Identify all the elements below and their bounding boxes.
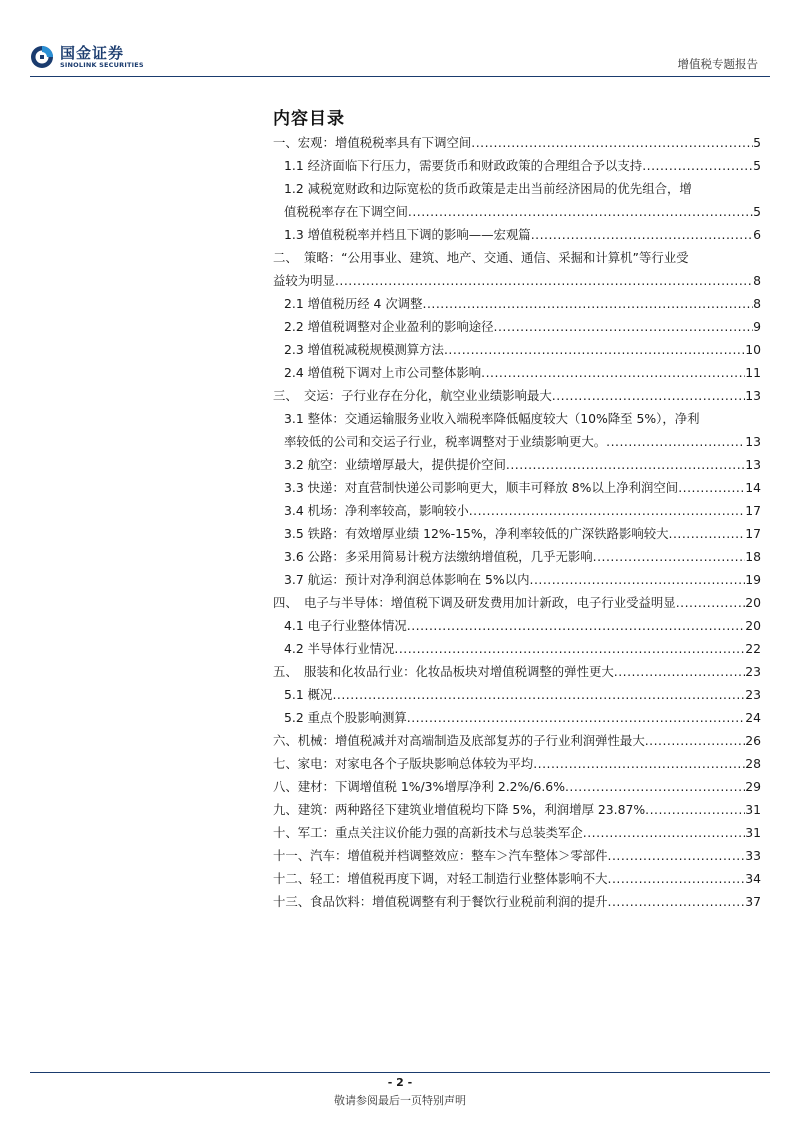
toc-page-number: 10 (745, 342, 761, 357)
footer-divider (30, 1072, 770, 1073)
toc-dot-leader (444, 338, 745, 361)
toc-entry[interactable] (273, 292, 761, 315)
toc-entry-title: 2.2 增值税调整对企业盈利的影响途径 (284, 319, 494, 334)
toc-entry[interactable] (273, 798, 761, 821)
toc-entry-title: 九、建筑：两种路径下建筑业增值税均下降 5%，利润增厚 23.87% (273, 802, 646, 817)
toc-dot-leader (394, 637, 745, 660)
toc-entry[interactable] (273, 545, 761, 568)
toc-dot-leader (552, 384, 745, 407)
page-number: - 2 - (387, 1076, 413, 1089)
page-header (0, 0, 800, 80)
toc-entry-title: 2.1 增值税历经 4 次调整 (284, 296, 423, 311)
toc-entry-title: 五、 服装和化妆品行业：化妆品板块对增值税调整的弹性更大 (273, 664, 614, 679)
toc-entry[interactable] (273, 660, 761, 683)
toc-page-number: 23 (745, 664, 761, 679)
toc-dot-leader (469, 499, 745, 522)
toc-page-number: 5 (753, 158, 761, 173)
toc-dot-leader (676, 591, 746, 614)
toc-entry-title: 3.7 航运：预计对净利润总体影响在 5%以内 (284, 572, 530, 587)
toc-entry-title: 3.5 铁路：有效增厚业绩 12%-15%，净利率较低的广深铁路影响较大 (284, 526, 669, 541)
toc-dot-leader (494, 315, 754, 338)
toc-page-number: 17 (745, 503, 761, 518)
toc-entry-title: 三、 交运：子行业存在分化，航空业业绩影响最大 (273, 388, 552, 403)
toc-page-number: 19 (745, 572, 761, 587)
toc-entry[interactable] (273, 637, 761, 660)
toc-entry-title-line1: 3.1 整体：交通运输服务业收入端税率降低幅度较大（10%降至 5%），净利 (284, 411, 700, 426)
toc-page-number: 20 (745, 618, 761, 633)
logo-english-name: SINOLINK SECURITIES (60, 61, 144, 69)
toc-dot-leader (583, 821, 745, 844)
toc-entry-title: 2.3 增值税减税规模测算方法 (284, 342, 444, 357)
toc-entry-title-line1: 1.2 减税宽财政和边际宽松的货币政策是走出当前经济困局的优先组合，增 (284, 181, 692, 196)
toc-page-number: 26 (745, 733, 761, 748)
toc-dot-leader (533, 752, 745, 775)
toc-entry-title-line1: 二、 策略：“公用事业、建筑、地产、交通、通信、采掘和计算机”等行业受 (273, 250, 689, 265)
toc-entry[interactable] (273, 775, 761, 798)
toc-dot-leader (565, 775, 745, 798)
toc-entry[interactable] (273, 453, 761, 476)
toc-entry-title: 六、机械：增值税减并对高端制造及底部复苏的子行业利润弹性最大 (273, 733, 645, 748)
toc-entry-title: 5.2 重点个股影响测算 (284, 710, 407, 725)
toc-dot-leader (608, 867, 746, 890)
toc-dot-leader (642, 154, 753, 177)
disclaimer-note: 敬请参阅最后一页特别声明 (334, 1094, 466, 1107)
toc-entry-title: 4.2 半导体行业情况 (284, 641, 395, 656)
toc-dot-leader (423, 292, 754, 315)
toc-dot-leader (471, 131, 753, 154)
toc-title: 内容目录 (273, 109, 345, 129)
toc-dot-leader (606, 430, 745, 453)
toc-page-number: 37 (745, 894, 761, 909)
toc-dot-leader (645, 729, 746, 752)
toc-page-number: 23 (745, 687, 761, 702)
toc-dot-leader (614, 660, 745, 683)
toc-entry[interactable] (273, 338, 761, 361)
toc-dot-leader (407, 614, 745, 637)
toc-entry-title: 5.1 概况 (284, 687, 333, 702)
toc-entry[interactable] (273, 522, 761, 545)
toc-entry-title: 1.3 增值税税率并档且下调的影响——宏观篇 (284, 227, 531, 242)
toc-entry[interactable] (273, 361, 761, 384)
toc-entry-title: 七、家电：对家电各个子版块影响总体较为平均 (273, 756, 534, 771)
toc-entry[interactable] (273, 154, 761, 177)
toc-entry[interactable] (273, 223, 761, 246)
toc-entry[interactable] (273, 844, 761, 867)
toc-entry-title: 一、宏观：增值税税率具有下调空间 (273, 135, 472, 150)
toc-dot-leader (531, 223, 753, 246)
toc-dot-leader (408, 200, 753, 223)
toc-page-number: 5 (753, 204, 761, 219)
header-divider (30, 76, 770, 77)
toc-dot-leader (669, 522, 746, 545)
toc-page-number: 11 (745, 365, 761, 380)
sinolink-logo-icon (30, 45, 54, 69)
toc-entry[interactable] (273, 177, 761, 223)
toc-entry-title: 3.6 公路：多采用简易计税方法缴纳增值税，几乎无影响 (284, 549, 593, 564)
toc-entry-title: 四、 电子与半导体：增值税下调及研发费用加计新政，电子行业受益明显 (273, 595, 676, 610)
toc-page-number: 13 (745, 388, 761, 403)
toc-entry[interactable] (273, 476, 761, 499)
toc-dot-leader (481, 361, 745, 384)
report-title: 增值税专题报告 (677, 57, 758, 71)
toc-page-number: 29 (745, 779, 761, 794)
toc-entry-title: 4.1 电子行业整体情况 (284, 618, 407, 633)
toc-dot-leader (645, 798, 745, 821)
toc-dot-leader (608, 890, 746, 913)
toc-page-number: 20 (745, 595, 761, 610)
toc-entry[interactable] (273, 591, 761, 614)
toc-entry-title: 值税税率存在下调空间 (284, 204, 408, 219)
toc-entry-title: 益较为明显 (273, 273, 335, 288)
toc-page-number: 28 (745, 756, 761, 771)
toc-page-number: 13 (745, 434, 761, 449)
toc-dot-leader (530, 568, 746, 591)
toc-entry-title: 3.3 快递：对直营制快递公司影响更大，顺丰可释放 8%以上净利润空间 (284, 480, 679, 495)
toc-entry-title: 十三、食品饮料：增值税调整有利于餐饮行业税前利润的提升 (273, 894, 608, 909)
sinolink-logo (30, 45, 144, 69)
toc-page-number: 17 (745, 526, 761, 541)
toc-entry-title: 2.4 增值税下调对上市公司整体影响 (284, 365, 482, 380)
toc-dot-leader (407, 706, 745, 729)
toc-page-number: 8 (753, 273, 761, 288)
toc-page-number: 33 (745, 848, 761, 863)
toc-entry[interactable] (273, 131, 761, 154)
toc-dot-leader (506, 453, 745, 476)
toc-entry[interactable] (273, 614, 761, 637)
toc-entry-title: 1.1 经济面临下行压力，需要货币和财政政策的合理组合予以支持 (284, 158, 643, 173)
toc-dot-leader (608, 844, 746, 867)
toc-entry[interactable] (273, 246, 761, 292)
toc-dot-leader (593, 545, 746, 568)
toc-entry[interactable] (273, 384, 761, 407)
toc-entry[interactable] (273, 821, 761, 844)
toc-page-number: 5 (753, 135, 761, 150)
toc-entry[interactable] (273, 499, 761, 522)
toc-page-number: 8 (753, 296, 761, 311)
toc-entry[interactable] (273, 752, 761, 775)
toc-entry[interactable] (273, 867, 761, 890)
toc-entry[interactable] (273, 890, 761, 913)
toc-entry-title: 八、建材：下调增值税 1%/3%增厚净利 2.2%/6.6% (273, 779, 565, 794)
toc-page-number: 22 (745, 641, 761, 656)
toc-page-number: 14 (745, 480, 761, 495)
toc-entry[interactable] (273, 683, 761, 706)
toc-entry-title: 十二、轻工：增值税再度下调，对轻工制造行业整体影响不大 (273, 871, 608, 886)
toc-entry[interactable] (273, 407, 761, 453)
logo-chinese-name: 国金证券 (60, 44, 125, 62)
toc-page-number: 34 (745, 871, 761, 886)
table-of-contents (273, 131, 761, 913)
toc-page-number: 31 (745, 802, 761, 817)
toc-entry[interactable] (273, 706, 761, 729)
toc-page-number: 6 (753, 227, 761, 242)
toc-entry[interactable] (273, 568, 761, 591)
toc-dot-leader (678, 476, 745, 499)
toc-entry-title: 3.4 机场：净利率较高，影响较小 (284, 503, 469, 518)
toc-dot-leader (335, 269, 753, 292)
toc-dot-leader (332, 683, 745, 706)
toc-page-number: 18 (745, 549, 761, 564)
toc-entry-title: 3.2 航空：业绩增厚最大，提供提价空间 (284, 457, 506, 472)
toc-entry[interactable] (273, 729, 761, 752)
toc-page-number: 31 (745, 825, 761, 840)
toc-entry-title: 率较低的公司和交运子行业，税率调整对于业绩影响更大。 (284, 434, 607, 449)
toc-entry-title: 十、军工：重点关注议价能力强的高新技术与总装类军企 (273, 825, 583, 840)
toc-page-number: 13 (745, 457, 761, 472)
toc-page-number: 9 (753, 319, 761, 334)
toc-entry-title: 十一、汽车：增值税并档调整效应：整车＞汽车整体＞零部件 (273, 848, 608, 863)
toc-entry[interactable] (273, 315, 761, 338)
toc-page-number: 24 (745, 710, 761, 725)
